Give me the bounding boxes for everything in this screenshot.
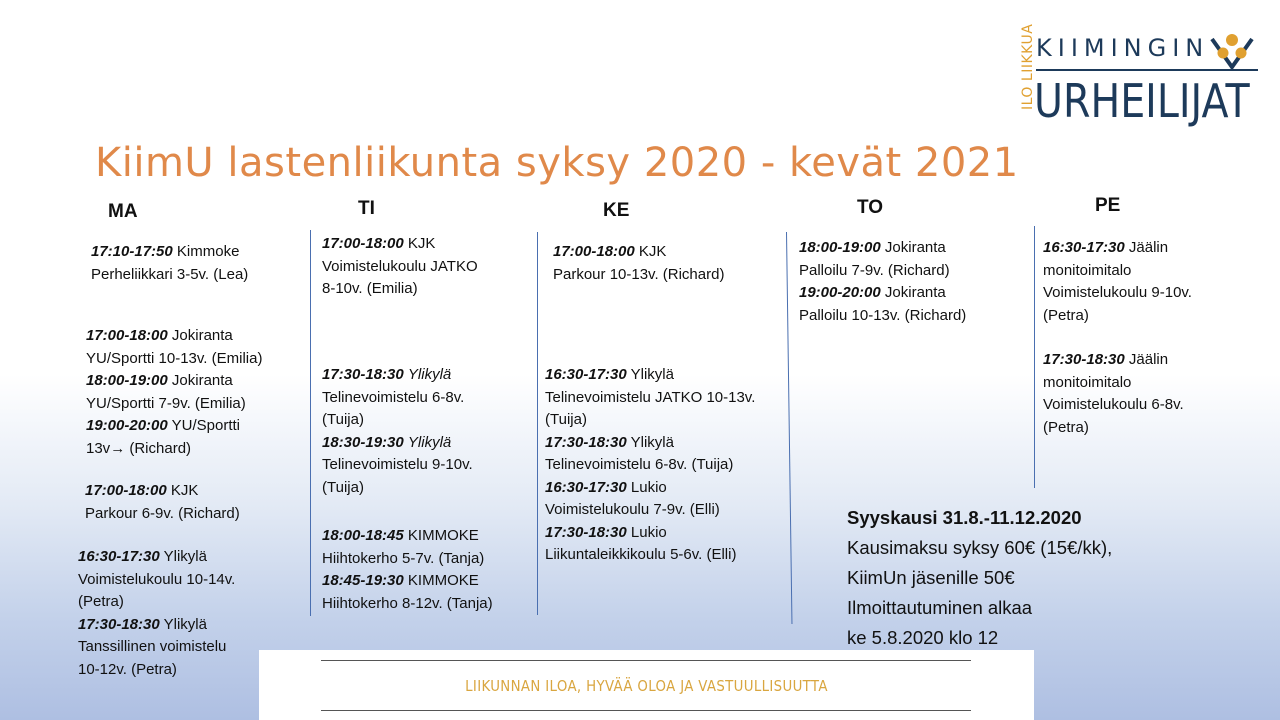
day-header-ke: KE	[603, 200, 630, 221]
footer-rule-bottom	[321, 710, 971, 711]
schedule-entry: 17:30-18:30 Jäälin monitoimitalo Voimistelukoulu 6-8v. (Petra)	[1043, 351, 1184, 436]
column-divider	[786, 232, 792, 624]
season-members-fee: KiimUn jäsenille 50€	[847, 567, 1015, 588]
schedule-entry: 17:00-18:00 KJK Parkour 6-9v. (Richard)	[85, 482, 240, 522]
footer-rule-top	[321, 660, 971, 661]
schedule-entry: 17:30-18:30 Ylikylä Telinevoimistelu 6-8v. (Tuija) 18:30-19:30 Ylikylä Telinevoimistelu 9-10v. (Tuija)	[322, 366, 473, 496]
day-header-to: TO	[857, 197, 884, 218]
logo-side-text: ILO LIIKKUA	[1020, 23, 1036, 110]
schedule-entry: 18:00-18:45 KIMMOKE Hiihtokerho 5-7v. (Tanja) 18:45-19:30 KIMMOKE Hiihtokerho 8-12v. (Tanja)	[322, 527, 493, 612]
schedule-entry: 16:30-17:30 Jäälin monitoimitalo Voimistelukoulu 9-10v. (Petra)	[1043, 239, 1192, 324]
arrow-right-icon: →	[110, 439, 126, 457]
season-info	[847, 503, 1112, 653]
schedule-entry: 16:30-17:30 Ylikylä Voimistelukoulu 10-14v. (Petra) 17:30-18:30 Ylikylä Tanssillinen voimistelu 10-12v. (Petra)	[78, 548, 236, 678]
schedule-entry: 17:00-18:00 KJK Voimistelukoulu JATKO 8-10v. (Emilia)	[322, 235, 478, 297]
column-divider	[537, 232, 538, 615]
day-header-pe: PE	[1095, 195, 1121, 216]
season-fee: Kausimaksu syksy 60€ (15€/kk),	[847, 537, 1113, 558]
footer-slogan: LIIKUNNAN ILOA, HYVÄÄ OLOA JA VASTUULLISUUTTA	[465, 677, 828, 695]
season-signup-date: ke 5.8.2020 klo 12	[847, 627, 999, 648]
logo-top-text: KIIMINGIN	[1036, 34, 1210, 62]
schedule-entry: 16:30-17:30 Ylikylä Telinevoimistelu JATKO 10-13v. (Tuija) 17:30-18:30 Ylikylä Telinevoimistelu 6-8v. (Tuija) 16:30-17:30 Lukio Voimistelukoulu 7-9v. (Elli) 17:30-18:30 Lukio Liikuntaleikkikoulu 5-6v. (Elli)	[545, 366, 756, 563]
kiimingin-urheilijat-logo	[1006, 23, 1266, 132]
schedule-entry: 17:10-17:50 Kimmoke Perheliikkari 3-5v. (Lea)	[91, 243, 249, 283]
schedule-entry: 18:00-19:00 Jokiranta Palloilu 7-9v. (Richard) 19:00-20:00 Jokiranta Palloilu 10-13v. (Richard)	[799, 239, 967, 324]
schedule-entry: 17:00-18:00 Jokiranta YU/Sportti 10-13v. (Emilia) 18:00-19:00 Jokiranta YU/Sportti 7-9v. (Emilia) 19:00-20:00 YU/Sportti 13v→ (Richard)	[86, 327, 263, 457]
footer-banner	[259, 650, 1034, 720]
logo-divider	[1036, 69, 1258, 71]
page-title: KiimU lastenliikunta syksy 2020 - kevät 2021	[95, 140, 1019, 186]
schedule-entry: 17:00-18:00 KJK Parkour 10-13v. (Richard)	[553, 243, 725, 283]
column-divider	[310, 230, 311, 616]
season-signup: Ilmoittautuminen alkaa	[847, 597, 1033, 618]
season-heading: Syyskausi 31.8.-11.12.2020	[847, 507, 1082, 528]
day-header-ma: MA	[108, 201, 138, 222]
day-header-ti: TI	[358, 198, 375, 219]
sports-emblem-icon	[1208, 31, 1256, 71]
column-divider	[1034, 226, 1035, 488]
logo-main-text: URHEILIJAT	[1034, 74, 1250, 128]
